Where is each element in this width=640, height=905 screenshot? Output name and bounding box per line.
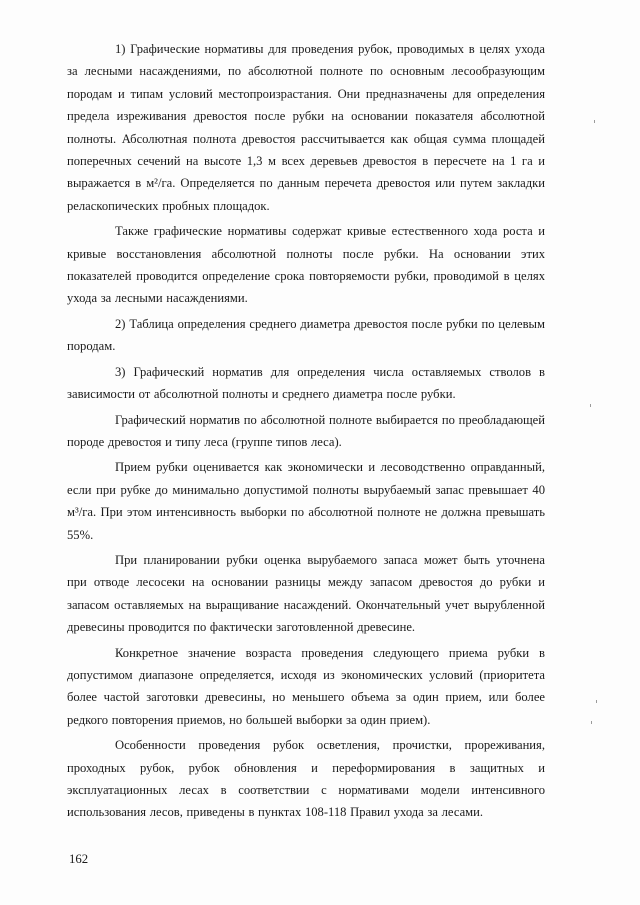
paragraph-norm-selection: Графический норматив по абсолютной полноте выбирается по преобладающей породе древостоя и типу леса (группе типов леса). [67, 412, 545, 449]
paragraph-next-harvest-age: Конкретное значение возраста проведения следующего приема рубки в допустимом диапазоне определяется, исходя из экономических условий (приоритета более частой заготовки древесины, но меньшего объема за один прием, или более редкого повторения приемов, но большей выборки за один прием). [67, 645, 545, 727]
scan-speck [591, 721, 592, 724]
scan-speck [594, 120, 595, 123]
paragraph-harvest-planning: При планировании рубки оценка вырубаемого запаса может быть уточнена при отводе лесосеки на основании разницы между запасом древостоя до рубки и запасом оставляемых на выращивание насаждений. Окончательный учет вырубленной древесины проводится по фактически заготовленной древесине. [67, 552, 545, 635]
paragraph-growth-curves: Также графические нормативы содержат кривые естественного хода роста и кривые восстановления абсолютной полноты после рубки. На основании этих показателей проводится определение срока повторяемости рубки, проводимой в целях ухода за лесными насаждениями. [67, 224, 545, 306]
paragraph-diameter-table: 2) Таблица определения среднего диаметра древостоя после рубки по целевым породам. [67, 316, 545, 354]
page-number: 162 [69, 852, 89, 866]
paragraph-economic-justification: Прием рубки оценивается как экономически и лесоводственно оправданный, если при рубке до минимально допустимой полноты вырубаемый запас превышает 40 м³/га. При этом интенсивность выборки по абсолютной полноте не должна превышать 55%. [67, 460, 545, 542]
paragraph-thinning-features: Особенности проведения рубок осветления, прочистки, прореживания, проходных рубок, рубок обновления и переформирования в защитных и эксплуатационных лесах в соответствии с нормативами модели интенсивного использования лесов, приведены в пунктах 108-118 Правил ухода за лесами. [67, 738, 545, 820]
paragraph-stem-count-norm: 3) Графический норматив для определения числа оставляемых стволов в зависимости от абсолютной полноты и среднего диаметра после рубки. [67, 364, 545, 402]
paragraph-graphic-norms-absolute-density: 1) Графические нормативы для проведения рубок, проводимых в целях ухода за лесными насаждениями, по абсолютной полноте по основным лесообразующим породам и типам условий местопроизрастания. Они предназначены для определения предела изреживания древостоя после рубки на основании показателя абсолютной полноты. Абсолютная полнота древостоя рассчитывается как общая сумма площадей поперечных сечений на высоте 1,3 м всех деревьев древостоя в пересчете на 1 га и выражается в м²/га. Определяется по данным перечета древостоя или путем закладки реласкопических пробных площадок. [67, 42, 545, 213]
body-text [67, 38, 545, 827]
scan-speck [590, 404, 591, 407]
scan-speck [596, 700, 597, 703]
